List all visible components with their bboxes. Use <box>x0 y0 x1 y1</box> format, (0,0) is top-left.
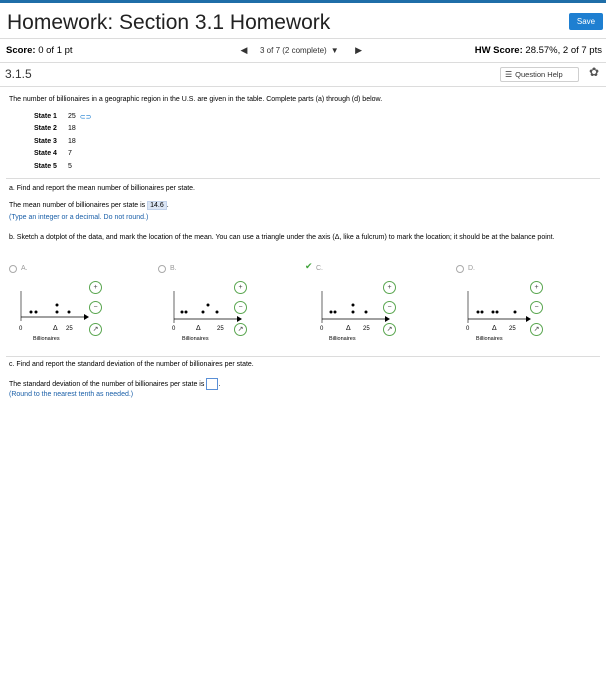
page-title: Homework: Section 3.1 Homework <box>7 11 331 34</box>
score <box>6 45 73 56</box>
table-row <box>34 163 92 175</box>
top-accent-line <box>0 0 606 3</box>
option-d[interactable] <box>456 265 584 365</box>
tick-label-start: 0 <box>466 326 470 332</box>
zoom-in-icon[interactable]: + <box>234 281 247 294</box>
hw-score-value: 28.57%, 2 of 7 pts <box>522 45 602 56</box>
question-number: 3.1.5 <box>5 67 32 81</box>
option-b[interactable] <box>158 265 286 365</box>
axis-label: Billionaires <box>476 336 503 342</box>
save-button[interactable]: Save <box>569 13 603 30</box>
part-a-answer <box>9 202 169 209</box>
zoom-in-icon[interactable]: + <box>383 281 396 294</box>
zoom-out-icon[interactable]: − <box>530 301 543 314</box>
hw-score-label: HW Score: <box>474 45 523 56</box>
state-label: State 3 <box>34 137 57 145</box>
hw-score <box>475 45 602 56</box>
part-c-hint: (Round to the nearest tenth as needed.) <box>9 391 134 398</box>
gear-icon[interactable]: ✿ <box>589 65 600 79</box>
option-d-radio[interactable] <box>456 265 464 273</box>
data-dot <box>207 304 210 307</box>
zoom-out-icon[interactable]: − <box>234 301 247 314</box>
table-row <box>34 138 92 150</box>
table-row <box>34 113 92 125</box>
data-dot <box>365 311 368 314</box>
mean-triangle: Δ <box>492 325 497 332</box>
question-navigator <box>238 43 365 57</box>
question-help-label: Question Help <box>515 70 563 79</box>
data-dot <box>202 311 205 314</box>
axis-arrow <box>84 314 89 320</box>
data-dot <box>330 311 333 314</box>
option-c[interactable] <box>305 261 435 365</box>
zoom-out-icon[interactable]: − <box>383 301 396 314</box>
part-a-prompt: a. Find and report the mean number of billionaires per state. <box>9 185 195 192</box>
zoom-in-icon[interactable]: + <box>89 281 102 294</box>
state-label: State 5 <box>34 162 57 170</box>
tick-label-start: 0 <box>172 326 176 332</box>
data-table <box>34 113 92 175</box>
copy-data-icon[interactable]: ⊂⊃ <box>79 114 92 121</box>
data-dot <box>56 311 59 314</box>
score-value: 0 of 1 pt <box>35 45 73 56</box>
data-dot <box>56 304 59 307</box>
popout-icon[interactable]: ↗ <box>530 323 543 336</box>
option-b-radio[interactable] <box>158 265 166 273</box>
state-label: State 4 <box>34 150 57 158</box>
divider <box>6 178 600 179</box>
table-row <box>34 150 92 162</box>
data-dot <box>352 311 355 314</box>
option-d-dotplot <box>456 281 556 365</box>
axis-arrow <box>385 316 390 322</box>
divider <box>6 356 600 357</box>
question-help-button[interactable] <box>500 67 579 82</box>
tick-label-end: 25 <box>509 326 516 332</box>
mean-answer-field[interactable]: 14.6 <box>147 201 167 210</box>
mean-triangle: Δ <box>196 325 201 332</box>
table-row <box>34 125 92 137</box>
part-c-answer-suffix: . <box>218 380 221 388</box>
tick-label-start: 0 <box>320 326 324 332</box>
list-icon: ☰ <box>505 70 513 79</box>
data-dot <box>181 311 184 314</box>
mean-triangle: Δ <box>53 325 58 332</box>
data-dot <box>496 311 499 314</box>
state-value: 18 <box>68 125 76 133</box>
option-c-label: C. <box>316 265 323 272</box>
axis-label: Billionaires <box>182 336 209 342</box>
state-value: 7 <box>68 150 72 158</box>
option-a[interactable] <box>9 265 137 365</box>
data-dot <box>334 311 337 314</box>
part-a-answer-suffix: . <box>166 202 169 209</box>
question-position[interactable]: 3 of 7 (2 complete) <box>260 45 327 55</box>
option-b-label: B. <box>170 265 177 272</box>
state-value: 5 <box>68 162 72 170</box>
data-dot <box>514 311 517 314</box>
next-question-icon[interactable]: ▶ <box>355 44 363 55</box>
axis-label: Billionaires <box>329 336 356 342</box>
axis-arrow <box>237 316 242 322</box>
popout-icon[interactable]: ↗ <box>383 323 396 336</box>
question-prompt: The number of billionaires in a geographic region in the U.S. are given in the table. Complete parts (a) through (d) below. <box>9 96 383 103</box>
data-dot <box>352 304 355 307</box>
axis-arrow <box>526 316 531 322</box>
data-dot <box>68 311 71 314</box>
data-dot <box>477 311 480 314</box>
option-d-label: D. <box>468 265 475 272</box>
option-a-label: A. <box>21 265 28 272</box>
part-c-answer <box>9 378 220 390</box>
zoom-out-icon[interactable]: − <box>89 301 102 314</box>
zoom-in-icon[interactable]: + <box>530 281 543 294</box>
option-a-radio[interactable] <box>9 265 17 273</box>
state-label: State 2 <box>34 125 57 133</box>
part-c-prompt: c. Find and report the standard deviation of the number of billionaires per state. <box>9 361 254 368</box>
part-c-answer-prefix: The standard deviation of the number of billionaires per state is <box>9 380 205 388</box>
data-dot <box>216 311 219 314</box>
data-dot <box>185 311 188 314</box>
state-label: State 1 <box>34 113 57 120</box>
state-value: 25 <box>68 113 76 120</box>
tick-label-end: 25 <box>66 326 73 332</box>
checkmark-icon: ✔ <box>305 261 313 271</box>
divider <box>0 86 606 87</box>
prev-question-icon[interactable]: ◀ <box>240 44 248 55</box>
axis-label: Billionaires <box>33 336 60 342</box>
mean-triangle: Δ <box>346 325 351 332</box>
divider <box>0 62 606 63</box>
divider <box>0 38 606 39</box>
popout-icon[interactable]: ↗ <box>89 323 102 336</box>
data-dot <box>481 311 484 314</box>
tick-label-end: 25 <box>217 326 224 332</box>
popout-icon[interactable]: ↗ <box>234 323 247 336</box>
chevron-down-icon[interactable]: ▼ <box>330 45 339 55</box>
part-a-answer-prefix: The mean number of billionaires per state is <box>9 202 146 209</box>
sd-answer-field[interactable] <box>206 378 221 390</box>
data-dot <box>30 311 33 314</box>
state-value: 18 <box>68 137 76 145</box>
tick-label-end: 25 <box>363 326 370 332</box>
data-dot <box>492 311 495 314</box>
tick-label-start: 0 <box>19 326 23 332</box>
score-label: Score: <box>6 45 36 56</box>
part-a-hint: (Type an integer or a decimal. Do not round.) <box>9 214 149 221</box>
data-dot <box>35 311 38 314</box>
part-b-prompt: b. Sketch a dotplot of the data, and mark the location of the mean. You can use a triangle under the axis (Δ, like a fulcrum) to mark the location; it should be at the balance point. <box>9 234 555 241</box>
